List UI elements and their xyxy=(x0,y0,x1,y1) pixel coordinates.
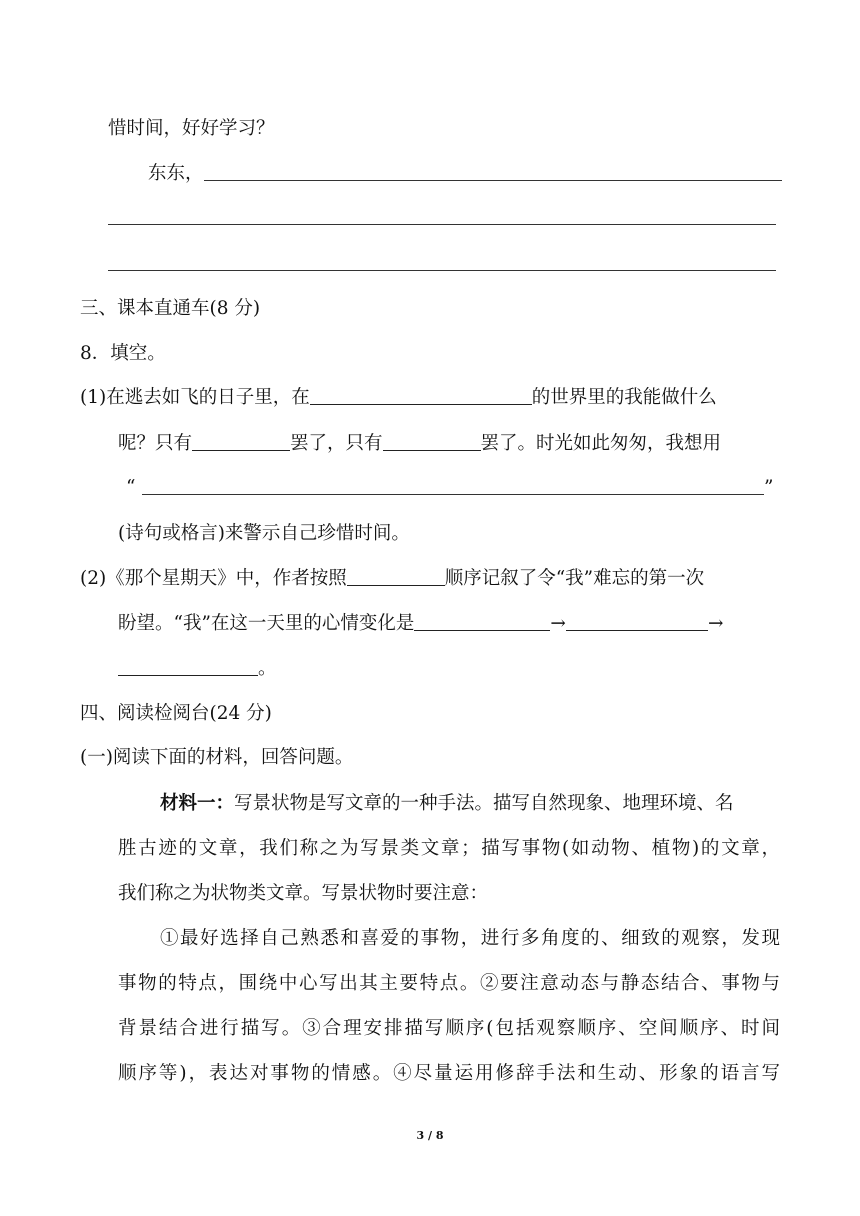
question-line: 呢？只有 罢了，只有 罢了。时光如此匆匆，我想用 xyxy=(118,433,722,454)
material-line: ①最好选择自己熟悉和喜爱的事物，进行多角度的、细致的观察，发现 xyxy=(160,928,780,949)
fill-blank[interactable] xyxy=(118,657,258,676)
fill-blank[interactable] xyxy=(566,612,708,631)
answer-rule[interactable] xyxy=(108,224,776,225)
question-line: 盼望。“我”在这一天里的心情变化是 → → xyxy=(118,613,724,634)
question-number: 8．填空。 xyxy=(80,343,166,364)
fill-blank[interactable] xyxy=(142,494,764,495)
text-line: 惜时间，好好学习？ xyxy=(108,118,275,139)
material-label: 材料一： xyxy=(160,793,235,814)
answer-line: 东东， xyxy=(148,163,204,184)
material-line: 胜古迹的文章，我们称之为写景类文章；描写事物(如动物、植物)的文章， xyxy=(118,838,780,859)
material-line: 我们称之为状物类文章。写景状物时要注意： xyxy=(118,883,489,904)
section-heading: 三、课本直通车(8 分) xyxy=(80,298,261,319)
arrow-icon: → xyxy=(707,613,724,634)
fill-blank[interactable] xyxy=(192,432,290,451)
question-line: (1)在逃去如飞的日子里，在 的世界里的我能做什么 xyxy=(80,387,717,408)
material-line: 背景结合进行描写。③合理安排描写顺序(包括观察顺序、空间顺序、时间 xyxy=(118,1018,780,1039)
fill-blank[interactable] xyxy=(383,432,481,451)
quote-close: ” xyxy=(764,477,774,498)
answer-rule[interactable] xyxy=(204,180,782,181)
question-line: (2)《那个星期天》中，作者按照 顺序记叙了令“我”难忘的第一次 xyxy=(80,568,705,589)
answer-rule[interactable] xyxy=(108,270,776,271)
section-heading: 四、阅读检阅台(24 分) xyxy=(80,703,272,724)
question-line: (诗句或格言)来警示自己珍惜时间。 xyxy=(118,523,410,544)
page-number: 3 / 8 xyxy=(416,1129,444,1142)
material-line: 材料一：写景状物是写文章的一种手法。描写自然现象、地理环境、名 xyxy=(160,793,734,814)
fill-blank[interactable] xyxy=(414,612,550,631)
material-line: 事物的特点，围绕中心写出其主要特点。②要注意动态与静态结合、事物与 xyxy=(118,973,780,994)
fill-blank[interactable] xyxy=(310,386,532,405)
material-line: 顺序等)，表达对事物的情感。④尽量运用修辞手法和生动、形象的语言写 xyxy=(118,1063,780,1084)
question-line: 。 xyxy=(118,657,277,681)
sub-heading: (一)阅读下面的材料，回答问题。 xyxy=(80,747,354,768)
fill-blank[interactable] xyxy=(347,567,445,586)
arrow-icon: → xyxy=(550,613,566,634)
quote-open: “ xyxy=(126,477,136,498)
